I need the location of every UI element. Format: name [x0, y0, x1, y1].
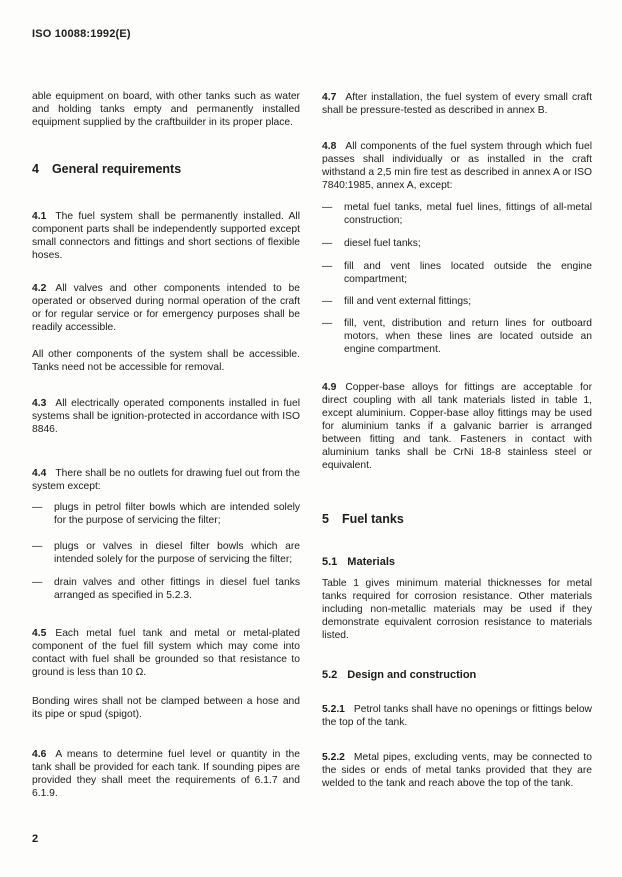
section-title: General requirements [51, 162, 182, 176]
clause-4-8 [322, 140, 592, 192]
clause-number: 4.7 [322, 92, 337, 103]
clause-number: 4.1 [32, 211, 47, 222]
dash-bullet: — [32, 541, 43, 552]
clause-4-4 [32, 467, 300, 493]
clause-4-5 [32, 627, 300, 679]
clause-number: 4.5 [32, 628, 47, 639]
dash-bullet: — [322, 318, 333, 329]
subsection-5-1-heading [322, 555, 592, 569]
clause-4-1 [32, 210, 300, 262]
clause-4-9 [322, 381, 592, 472]
clause-number: 5.2.2 [322, 752, 345, 763]
section-5-heading [322, 512, 592, 527]
clause-number: 4.2 [32, 283, 47, 294]
clause-4-2 [32, 282, 300, 334]
subsection-number: 5.2 [322, 669, 338, 681]
list-item-text: plugs or valves in diesel filter bowls which are intended solely for the purpose of servicing the filter; [54, 541, 300, 565]
section-4-heading [32, 162, 300, 177]
dash-bullet: — [32, 577, 43, 588]
clause-number: 4.6 [32, 749, 47, 760]
clause-number: 4.4 [32, 468, 47, 479]
list-item-text: drain valves and other fittings in diesel fuel tanks arranged as specified in 5.2.3. [54, 577, 300, 601]
list-item [322, 237, 592, 250]
list-item [322, 295, 592, 308]
clause-text: Petrol tanks shall have no openings or fittings below the top of the tank. [322, 704, 592, 728]
subsection-title: Materials [347, 556, 395, 568]
section-number: 4 [32, 162, 39, 176]
clause-4-3 [32, 397, 300, 436]
list-item-text: diesel fuel tanks; [344, 238, 421, 249]
list-item-text: fill, vent, distribution and return lines for outboard motors, when these lines are located outside an engine compartment. [344, 318, 592, 355]
dash-bullet: — [322, 296, 333, 307]
section-title: Fuel tanks [341, 512, 404, 526]
clause-4-5-paragraph-2: Bonding wires shall not be clamped between a hose and its pipe or spud (spigot). [32, 696, 300, 720]
clause-number: 4.9 [322, 382, 337, 393]
section-number: 5 [322, 512, 329, 526]
clause-text: All valves and other components intended to be operated or observed during normal operation of the craft or for regular service or for emergency purposes shall be readily accessible. [32, 283, 300, 333]
list-item [32, 540, 300, 566]
intro-continuation-paragraph: able equipment on board, with other tanks such as water and holding tanks empty and permanently installed equipment supplied by the craftbuilder in its proper place. [32, 91, 300, 128]
dash-bullet: — [322, 261, 333, 272]
list-item-text: metal fuel tanks, metal fuel lines, fittings of all-metal construction; [344, 202, 592, 226]
list-item [32, 576, 300, 602]
list-item [322, 260, 592, 286]
list-item-text: plugs in petrol filter bowls which are intended solely for the purpose of servicing the filter; [54, 502, 300, 526]
clause-text: There shall be no outlets for drawing fuel out from the system except: [32, 468, 300, 492]
clause-number: 4.8 [322, 141, 337, 152]
clause-text: All components of the fuel system through which fuel passes shall individually or as installed in the craft withstand a 2,5 min fire test as described in annex A or ISO 7840:1985, annex A, except: [322, 141, 592, 191]
clause-text: Each metal fuel tank and metal or metal-plated component of the fuel fill system which may come into contact with fuel shall be grounded so that resistance to ground is less than 10 Ω. [32, 628, 300, 678]
clause-5-2-2 [322, 751, 592, 790]
subsection-5-2-heading [322, 668, 592, 682]
clause-number: 5.2.1 [322, 704, 345, 715]
list-item [32, 501, 300, 527]
dash-bullet: — [322, 202, 333, 213]
clause-text: The fuel system shall be permanently installed. All component parts shall be independently supported except small connectors and fittings and short sections of flexible hoses. [32, 211, 300, 261]
subsection-title: Design and construction [347, 669, 477, 681]
clause-4-2-paragraph-2: All other components of the system shall be accessible. Tanks need not be accessible for removal. [32, 349, 300, 373]
standard-designation: ISO 10088:1992(E) [32, 28, 131, 40]
list-item-text: fill and vent lines located outside the engine compartment; [344, 261, 592, 285]
list-item-text: fill and vent external fittings; [344, 296, 472, 307]
dash-bullet: — [322, 238, 333, 249]
clause-number: 4.3 [32, 398, 47, 409]
clause-5-2-1 [322, 703, 592, 729]
left-column [32, 88, 300, 800]
clause-4-7 [322, 91, 592, 117]
clause-text: A means to determine fuel level or quantity in the tank shall be provided for each tank. If sounding pipes are provided they shall meet the requirements of 6.1.7 and 6.1.9. [32, 749, 300, 799]
clause-4-6 [32, 748, 300, 800]
list-item [322, 201, 592, 227]
clause-text: All electrically operated components installed in fuel systems shall be ignition-protected in accordance with ISO 8846. [32, 398, 300, 435]
dash-bullet: — [32, 502, 43, 513]
subsection-5-1-paragraph: Table 1 gives minimum material thicknesses for metal tanks required for corrosion resistance. Other materials including non-metallic materials may be used if they demonstrate equivalent corrosion resistance to materials listed. [322, 578, 592, 641]
page-number: 2 [32, 833, 39, 845]
list-item [322, 317, 592, 356]
subsection-number: 5.1 [322, 556, 338, 568]
clause-text: Metal pipes, excluding vents, may be connected to the sides or ends of metal tanks provided that they are welded to the tank and reach above the top of the tank. [322, 752, 592, 789]
clause-text: After installation, the fuel system of every small craft shall be pressure-tested as described in annex B. [322, 92, 592, 116]
clause-text: Copper-base alloys for fittings are acceptable for direct coupling with all tank materials listed in table 1, except aluminium. Copper-base alloy fittings may be used for aluminium tanks if a galvanic barrier is arranged between fitting and tank. Fasteners in contact with aluminium tanks shall be CrNi 18-8 stainless steel or equivalent. [322, 382, 592, 471]
right-column [322, 91, 592, 790]
